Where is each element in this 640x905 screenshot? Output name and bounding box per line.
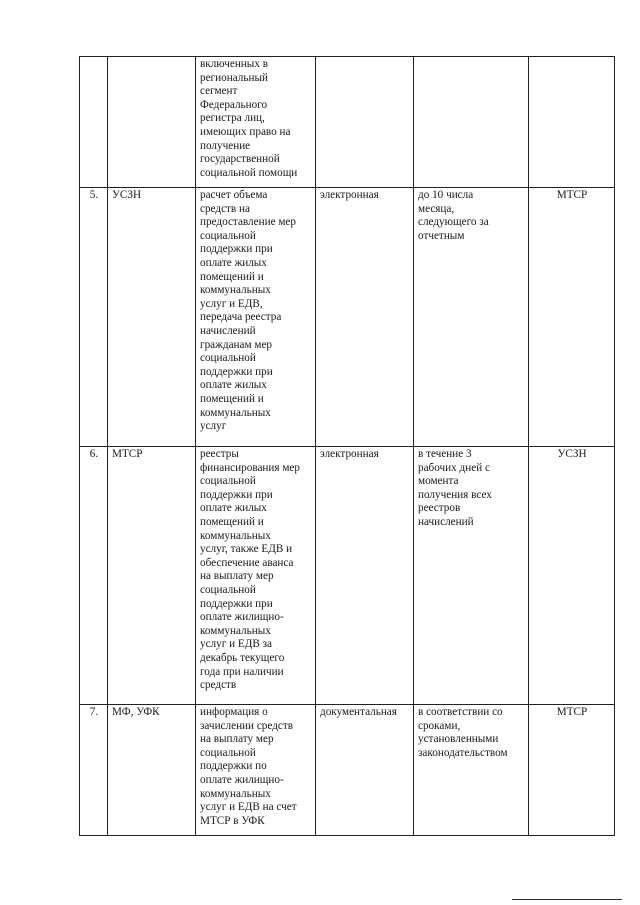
text-line: социальной помощи — [200, 166, 298, 179]
table-row — [80, 447, 615, 705]
text-line: отчетным — [418, 229, 465, 242]
text-line: рабочих дней с — [418, 461, 490, 474]
form-cell — [316, 57, 414, 188]
text-line: предоставление мер — [200, 216, 296, 229]
text-line: услуг и ЕДВ на счет — [200, 801, 297, 814]
text-line: региональный — [200, 71, 268, 84]
document-table — [79, 56, 615, 836]
deadline-cell — [414, 447, 529, 705]
deadline-cell — [414, 57, 529, 188]
deadline-cell — [414, 188, 529, 447]
text-line: момента — [418, 475, 459, 488]
form-cell: электронная — [316, 447, 414, 705]
text-line: включенных в — [200, 58, 268, 70]
text-line: поддержки по — [200, 760, 267, 773]
text-line: начислений — [418, 515, 474, 528]
text-line: помещений и — [200, 270, 264, 283]
content-cell — [196, 705, 316, 836]
text-line: услуг, также ЕДВ и — [200, 543, 293, 556]
sender-cell: МТСР — [108, 447, 196, 705]
text-line: сроками, — [418, 719, 461, 732]
text-line: поддержки при — [200, 243, 273, 256]
receiver-cell: МТСР — [529, 188, 615, 447]
text-line: социальной — [200, 229, 256, 242]
deadline-cell — [414, 705, 529, 836]
receiver-cell: МТСР — [529, 705, 615, 836]
text-line: социальной — [200, 352, 256, 365]
text-line: государственной — [200, 153, 280, 166]
text-line: услуг — [200, 420, 227, 433]
text-line: законодательством — [418, 746, 508, 759]
text-line: сегмент — [200, 85, 238, 98]
row-number-cell: 5. — [80, 188, 108, 447]
text-line: получения всех — [418, 488, 492, 501]
text-line: имеющих право на — [200, 125, 291, 138]
text-line: на выплату мер — [200, 570, 274, 583]
text-line: года при наличии — [200, 665, 284, 678]
text-line: социальной — [200, 583, 256, 596]
content-cell — [196, 57, 316, 188]
text-line: коммунальных — [200, 624, 271, 637]
text-line: зачислении средств — [200, 719, 294, 732]
text-line: коммунальных — [200, 406, 271, 419]
text-line: МТСР в УФК — [200, 814, 265, 827]
row-number-cell: 6. — [80, 447, 108, 705]
text-line: коммунальных — [200, 787, 271, 800]
text-line: поддержки при — [200, 597, 273, 610]
text-line: реестры — [200, 448, 239, 460]
text-line: оплате жилищно- — [200, 773, 284, 786]
text-line: установленными — [418, 733, 499, 746]
text-line: оплате жилых — [200, 502, 267, 515]
table-row — [80, 57, 615, 188]
text-line: на выплату мер — [200, 733, 274, 746]
text-line: поддержки при — [200, 488, 273, 501]
form-cell: электронная — [316, 188, 414, 447]
text-line: социальной — [200, 746, 256, 759]
text-line: реестров — [418, 502, 461, 515]
text-line: регистра лиц, — [200, 112, 265, 125]
text-line: помещений и — [200, 392, 264, 405]
text-line: поддержки при — [200, 365, 273, 378]
text-line: декабрь текущего — [200, 651, 285, 664]
text-line: услуг и ЕДВ за — [200, 638, 273, 651]
receiver-cell: УСЗН — [529, 447, 615, 705]
table-row — [80, 705, 615, 836]
text-line: следующего за — [418, 216, 489, 229]
table-row — [80, 188, 615, 447]
text-line: финансирования мер — [200, 461, 300, 474]
sender-cell: МФ, УФК — [108, 705, 196, 836]
sender-cell — [108, 57, 196, 188]
text-line: расчет объема — [200, 189, 268, 201]
content-cell — [196, 188, 316, 447]
text-line: услуг и ЕДВ, — [200, 297, 263, 310]
content-cell — [196, 447, 316, 705]
text-line: Федерального — [200, 98, 268, 111]
text-line: оплате жилых — [200, 256, 267, 269]
text-line: получение — [200, 139, 251, 152]
text-line: до 10 числа — [418, 189, 474, 201]
text-line: социальной — [200, 475, 256, 488]
receiver-cell — [529, 57, 615, 188]
text-line: в соответствии со — [418, 706, 503, 718]
form-cell: документальная — [316, 705, 414, 836]
text-line: оплате жилых — [200, 379, 267, 392]
text-line: помещений и — [200, 515, 264, 528]
text-line: передача реестра — [200, 311, 282, 324]
text-line: начислений — [200, 324, 256, 337]
text-line: средств на — [200, 202, 250, 215]
text-line: оплате жилищно- — [200, 611, 284, 624]
text-line: гражданам мер — [200, 338, 273, 351]
footer-rule — [512, 899, 622, 900]
row-number-cell: 7. — [80, 705, 108, 836]
text-line: средств — [200, 679, 237, 692]
text-line: коммунальных — [200, 284, 271, 297]
text-line: коммунальных — [200, 529, 271, 542]
row-number-cell — [80, 57, 108, 188]
text-line: информация о — [200, 706, 268, 718]
text-line: обеспечение аванса — [200, 556, 294, 569]
table-body — [80, 57, 615, 836]
text-line: месяца, — [418, 202, 455, 215]
sender-cell: УСЗН — [108, 188, 196, 447]
text-line: в течение 3 — [418, 448, 472, 460]
